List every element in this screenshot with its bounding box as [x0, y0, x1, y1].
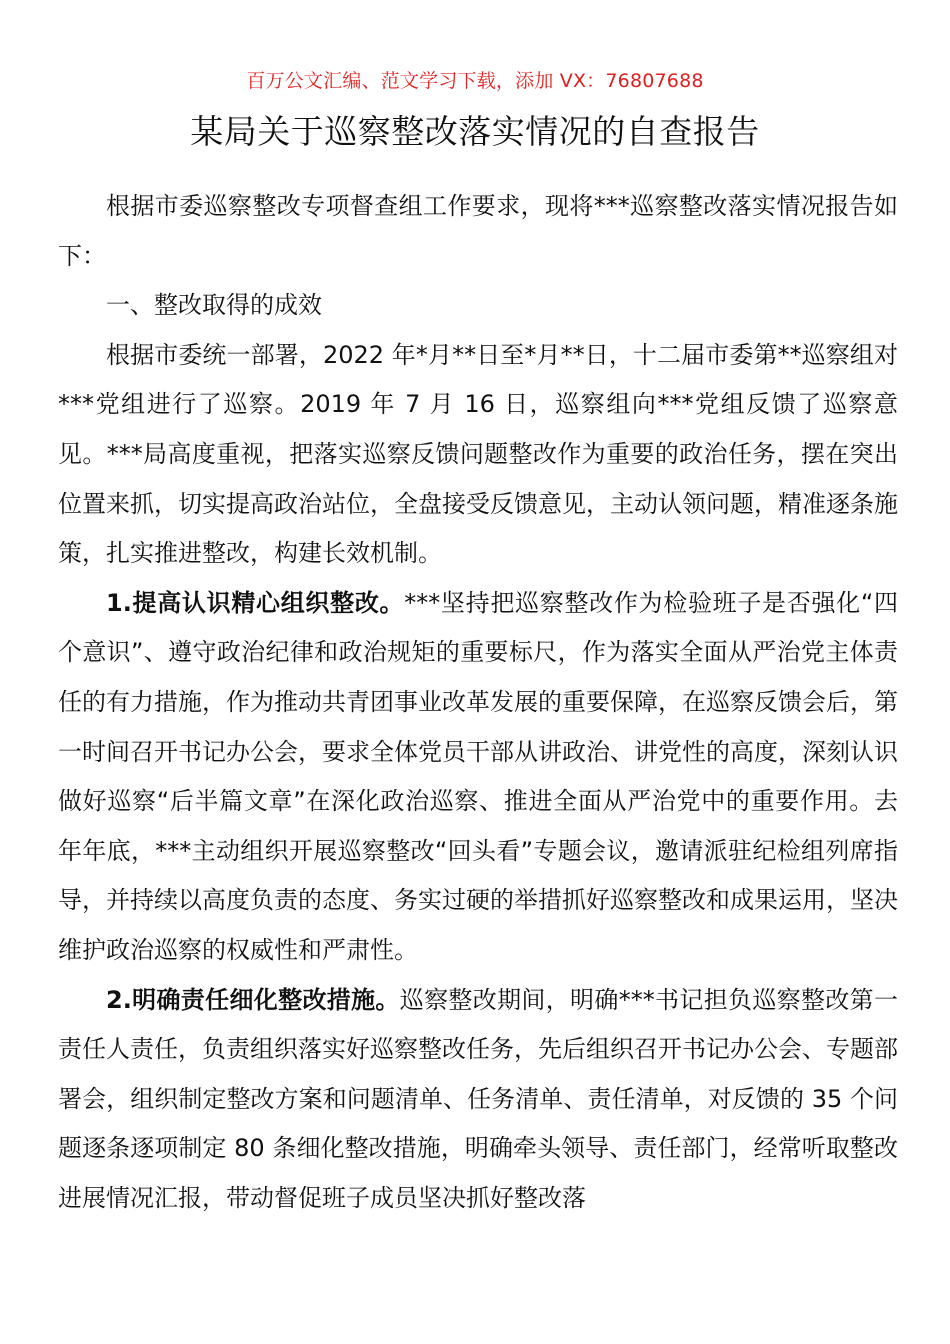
item-heading: 1.提高认识精心组织整改。 [106, 588, 405, 617]
section-heading [58, 281, 898, 331]
paragraph-background [58, 331, 898, 579]
paragraph-item-1 [58, 579, 898, 976]
document-body [58, 182, 898, 1223]
paragraph-item-2 [58, 976, 898, 1224]
item-heading: 2.明确责任细化整改措施。 [106, 985, 400, 1014]
paragraph-text: 根据市委巡察整改专项督查组工作要求，现将***巡察整改落实情况报告如下： [58, 192, 898, 270]
paragraph-text: 根据市委统一部署，2022 年*月**日至*月**日，十二届市委第**巡察组对***党组进行了巡察。2019 年 7 月 16 日，巡察组向***党组反馈了巡察意见。***局高度重视，把落实巡察反馈问题整改作为重要的政治任务，摆在突出位置来抓，切实提高政治站位，全盘接受反馈意见，主动认领问题，精准逐条施策，扎实推进整改，构建长效机制。 [58, 340, 898, 568]
paragraph-text: ***坚持把巡察整改作为检验班子是否强化“四个意识”、遵守政治纪律和政治规矩的重要标尺，作为落实全面从严治党主体责任的有力措施，作为推动共青团事业改革发展的重要保障，在巡察反馈会后，第一时间召开书记办公会，要求全体党员干部从讲政治、讲党性的高度，深刻认识做好巡察“后半篇文章”在深化政治巡察、推进全面从严治党中的重要作用。去年年底，***主动组织开展巡察整改“回头看”专题会议，邀请派驻纪检组列席指导，并持续以高度负责的态度、务实过硬的举措抓好巡察整改和成果运用，坚决维护政治巡察的权威性和严肃性。 [58, 588, 898, 964]
paragraph-intro [58, 182, 898, 281]
watermark-text: 百万公文汇编、范文学习下载，添加 VX：76807688 [246, 70, 704, 92]
section-heading-text: 一、整改取得的成效 [106, 291, 322, 320]
paragraph-text: 巡察整改期间，明确***书记担负巡察整改第一责任人责任，负责组织落实好巡察整改任务，先后组织召开书记办公会、专题部署会，组织制定整改方案和问题清单、任务清单、责任清单，对反馈的 35 个问题逐条逐项制定 80 条细化整改措施，明确牵头领导、责任部门，经常听取整改进展情况汇报，带动督促班子成员坚决抓好整改落 [58, 985, 898, 1212]
page-title: 某局关于巡察整改落实情况的自查报告 [190, 112, 760, 151]
